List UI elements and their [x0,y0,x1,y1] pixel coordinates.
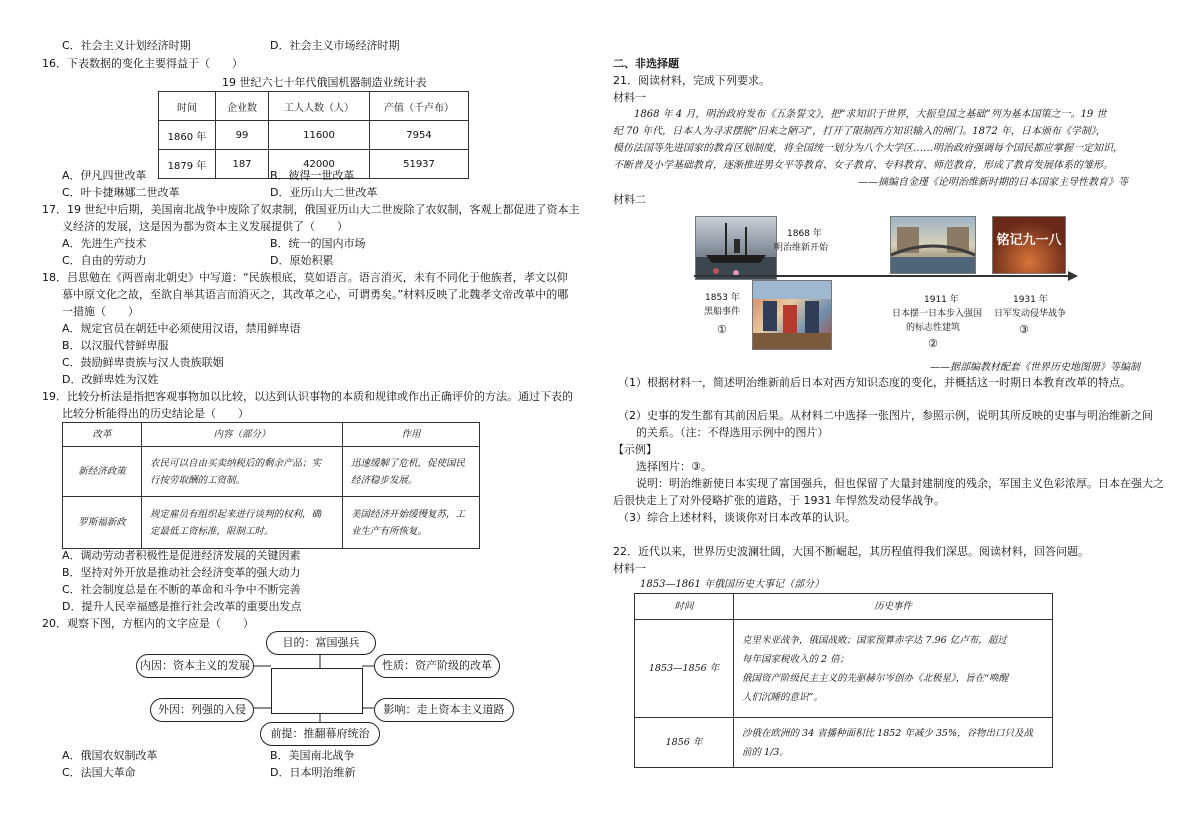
image-caption: 铭记九一八 [996,233,1062,248]
q19-reform-name: 罗斯福新政 [63,497,142,549]
q16-header-cell: 时间 [159,92,216,121]
q21-question-2-line2: 的关系。（注：不得选用示例中的图片） [636,426,829,439]
timeline-1931-year: 1931 年 [1013,295,1048,305]
q16-header-cell: 工人人数（人） [269,92,370,121]
q21-m1-line: 不断普及小学基础教育，逐渐推进男女平等教育、女子教育、专科教育、师范教育，形成了教育发展体系的雏形。 [613,160,1113,171]
timeline-marker-2: ② [928,337,938,350]
q21-m1-line: 1868 年 4 月，明治政府发布《五条誓文》，把“求知识于世界，大振皇国之基础”列为基本国策之一。19 世 [634,109,1107,120]
q16-header-cell: 产值（千卢布） [370,92,469,121]
q20-node-right-bottom: 影响：走上资本主义道路 [374,698,514,722]
timeline-1911-text2: 的标志性建筑 [906,323,961,333]
parade-icon [753,281,831,349]
q16-option-d[interactable]: D．亚历山大二世改革 [270,186,378,199]
q17-option-d[interactable]: D．原始积累 [270,254,334,267]
q22-event-line: 俄国资产阶级民主主义的先驱赫尔岑创办《北极星》，旨在“唤醒 [742,672,1009,684]
q21-example-explain-1: 说明：明治维新使日本实现了富国强兵，但也保留了大量封建制度的残余，军国主义色彩浓厚。日本在强大之 [636,477,1164,490]
q19-option-a[interactable]: A．调动劳动者积极性是促进经济发展的关键因素 [62,549,301,562]
q21-example-choose: 选择图片：③。 [636,460,712,473]
q19-content-line: 定最低工资标准，限制工时。 [150,525,274,537]
q19-header-cell: 作用 [343,423,480,447]
q21-question-2-line1: （2）史事的发生都有其前因后果。从材料二中选择一张图片，参照示例，说明其所反映的史事与明治维新之间 [618,409,1153,422]
q21-material1-label: 材料一 [613,91,646,104]
q16-option-a[interactable]: A．伊凡四世改革 [62,169,147,182]
q19-effect-line: 美国经济开始缓慢复苏，工 [351,508,466,520]
q19-content-line: 规定雇员有组织起来进行谈判的权利，确 [150,508,322,520]
q22-event-line: 每年国家税收入的 2 倍； [742,653,850,665]
q16-stem: 16．下表数据的变化主要得益于（ ） [42,57,243,70]
q18-stem-line1: 18．吕思勉在《两晋南北朝史》中写道：“民族根底，莫如语言。语言消灭，未有不同化于他族者，孝文以仰 [42,271,568,284]
timeline-marker-1: ① [717,323,727,336]
q21-m1-line: 纪 70 年代，日本人为寻求摆脱“旧来之陋习”，打开了限制西方知识输入的闸门。1872 年，日本颁布《学制》， [613,126,1106,137]
q16-table-title: 19 世纪六七十年代俄国机器制造业统计表 [222,76,427,89]
q21-m2-source: ——据部编教材配套《世界历史地图册》等编制 [930,362,1140,373]
timeline-1853-text: 黑船事件 [704,307,741,317]
q20-node-bottom: 前提：推翻幕府统治 [260,722,380,746]
sept18-memorial-image [992,216,1066,274]
q16-cell: 99 [216,121,269,150]
q16-cell: 1860 年 [159,121,216,150]
section-title: 二、非选择题 [613,57,679,70]
q19-content-cell [142,447,343,497]
q16-table [158,91,469,179]
q19-content-cell [142,497,343,549]
q20-option-d[interactable]: D．日本明治维新 [270,766,356,779]
q20-node-right-top: 性质：资产阶级的改革 [374,654,500,678]
q20-option-c[interactable]: C．法国大革命 [62,766,136,779]
q17-stem-line2: 义经济的发展，这是因为都为资本主义发展提供了（ ） [62,220,348,233]
timeline-axis [694,268,1078,284]
meiji-parade-image [752,280,832,350]
q21-material2-label: 材料二 [613,193,646,206]
q21-question-1: （1）根据材料一，简述明治维新前后日本对西方知识态度的变化，并概括这一时期日本教育改革的特点。 [618,376,1131,389]
timeline-1911-text1: 日本摆一日本步入强国 [892,309,983,319]
q21-question-3: （3）综合上述材料，谈谈你对日本改革的认识。 [618,511,856,524]
q19-header-cell: 改革 [63,423,142,447]
q16-option-b[interactable]: B．彼得一世改革 [270,169,355,182]
q15-option-c: C．社会主义计划经济时期 [62,39,191,52]
q22-events-cell [734,620,1053,718]
q20-node-left-top: 内因：资本主义的发展 [136,654,254,678]
q21-stem: 21．阅读材料，完成下列要求。 [613,74,770,87]
q19-option-b[interactable]: B．坚持对外开放是推动社会经济变革的强大动力 [62,566,301,579]
q20-center-box [271,668,363,714]
q19-header-cell: 内容（部分） [142,423,343,447]
timeline-1868-year: 1868 年 [787,229,822,239]
q16-cell: 42000 [269,150,370,179]
q20-stem: 20．观察下图，方框内的文字应是（ ） [42,617,254,630]
q22-header-cell: 时间 [635,594,734,620]
q18-option-b[interactable]: B．以汉服代替鲜卑服 [62,339,169,352]
q22-material1-label: 材料一 [613,562,646,575]
q22-event-line: 人们沉睡的意识”。 [742,691,823,703]
q22-event-line: 前的 1/3。 [742,746,789,758]
q20-option-b[interactable]: B．美国南北战争 [270,749,355,762]
q20-node-top: 目的：富国强兵 [266,631,376,655]
nihonbashi-bridge-image [890,216,976,274]
q19-option-d[interactable]: D．提升人民幸福感是推行社会改革的重要出发点 [62,600,302,613]
q22-header-cell: 历史事件 [734,594,1053,620]
q18-stem-line2: 慕中原文化之故，至欲自举其语言而消灭之，其改革之心，可谓勇矣。”材料反映了北魏孝文帝改革中的哪 [62,288,569,301]
timeline-1853-year: 1853 年 [705,293,740,303]
timeline-1911-year: 1911 年 [924,295,959,305]
q22-table [634,593,1053,768]
q20-node-left-bottom: 外因：列强的入侵 [150,698,254,722]
q19-stem-line2: 比较分析能得出的历史结论是（ ） [62,407,249,420]
timeline-marker-3: ③ [1019,323,1029,336]
q19-effect-cell [343,447,480,497]
q16-option-c[interactable]: C．叶卡捷琳娜二世改革 [62,186,180,199]
q16-cell: 7954 [370,121,469,150]
q21-example-label: 【示例】 [613,443,657,456]
q16-cell: 11600 [269,121,370,150]
q19-reform-name: 新经济政策 [63,447,142,497]
q22-time-cell: 1856 年 [635,718,734,768]
q17-option-c[interactable]: C．自由的劳动力 [62,254,147,267]
q16-header-cell: 企业数 [216,92,269,121]
q19-effect-line: 迅速缓解了危机，促使国民 [351,457,466,469]
q17-option-b[interactable]: B．统一的国内市场 [270,237,366,250]
q19-effect-line: 经济稳步发展。 [351,474,418,486]
q16-cell: 51937 [370,150,469,179]
q19-option-c[interactable]: C．社会制度总是在不断的革命和斗争中不断完善 [62,583,301,596]
q15-option-d: D．社会主义市场经济时期 [270,39,400,52]
q22-table-title: 1853—1861 年俄国历史大事记（部分） [640,579,825,590]
q16-cell: 1879 年 [159,150,216,179]
q18-option-d[interactable]: D．改鲜卑姓为汉姓 [62,373,159,386]
q22-time-cell: 1853—1856 年 [635,620,734,718]
bridge-icon [891,217,975,273]
q16-cell: 187 [216,150,269,179]
q17-option-a[interactable]: A．先进生产技术 [62,237,147,250]
timeline-1931-text: 日军发动侵华战争 [994,309,1067,319]
q21-m1-line: 模仿法国等先进国家的教育区划制度，将全国统一划分为八个大学区……明治政府强调每个国民都应掌握一定知识， [613,143,1123,154]
q22-events-cell [734,718,1053,768]
q22-stem: 22．近代以来，世界历史波澜壮阔，大国不断崛起，其历程值得我们深思。阅读材料，回答问题。 [613,545,1089,558]
q18-option-a[interactable]: A．规定官员在朝廷中必须使用汉语，禁用鲜卑语 [62,322,301,335]
q19-effect-line: 业生产有所恢复。 [351,525,428,537]
q22-event-line: 沙俄在欧洲的 34 省播种面积比 1852 年减少 35%，谷物出口只及战 [742,727,1033,739]
q18-option-c[interactable]: C．鼓励鲜卑贵族与汉人贵族联姻 [62,356,224,369]
q18-stem-line3: 一措施（ ） [62,305,139,318]
q19-content-line: 行按劳取酬的工资制。 [150,474,246,486]
q21-example-explain-2: 后很快走上了对外侵略扩张的道路，于 1931 年悍然发动侵华战争。 [613,494,945,507]
q19-effect-cell [343,497,480,549]
timeline-1868-text: 明治维新开始 [774,243,829,253]
q22-event-line: 克里米亚战争，俄国战败；国家预算赤字达 7.96 亿卢布，超过 [742,634,1007,646]
q19-table [62,422,480,549]
q19-content-line: 农民可以自由买卖纳税后的剩余产品；实 [150,457,322,469]
q21-m1-source: ——摘编自金瑾《论明治维新时期的日本国家主导性教育》等 [858,177,1128,188]
q19-stem-line1: 19．比较分析法是指把客观事物加以比较，以达到认识事物的本质和规律或作出正确评价的方法。通过下表的 [42,390,573,403]
q20-option-a[interactable]: A．俄国农奴制改革 [62,749,158,762]
q17-stem-line1: 17．19 世纪中后期，美国南北战争中废除了奴隶制，俄国亚历山大二世废除了农奴制，客观上都促进了资本主 [42,203,580,216]
